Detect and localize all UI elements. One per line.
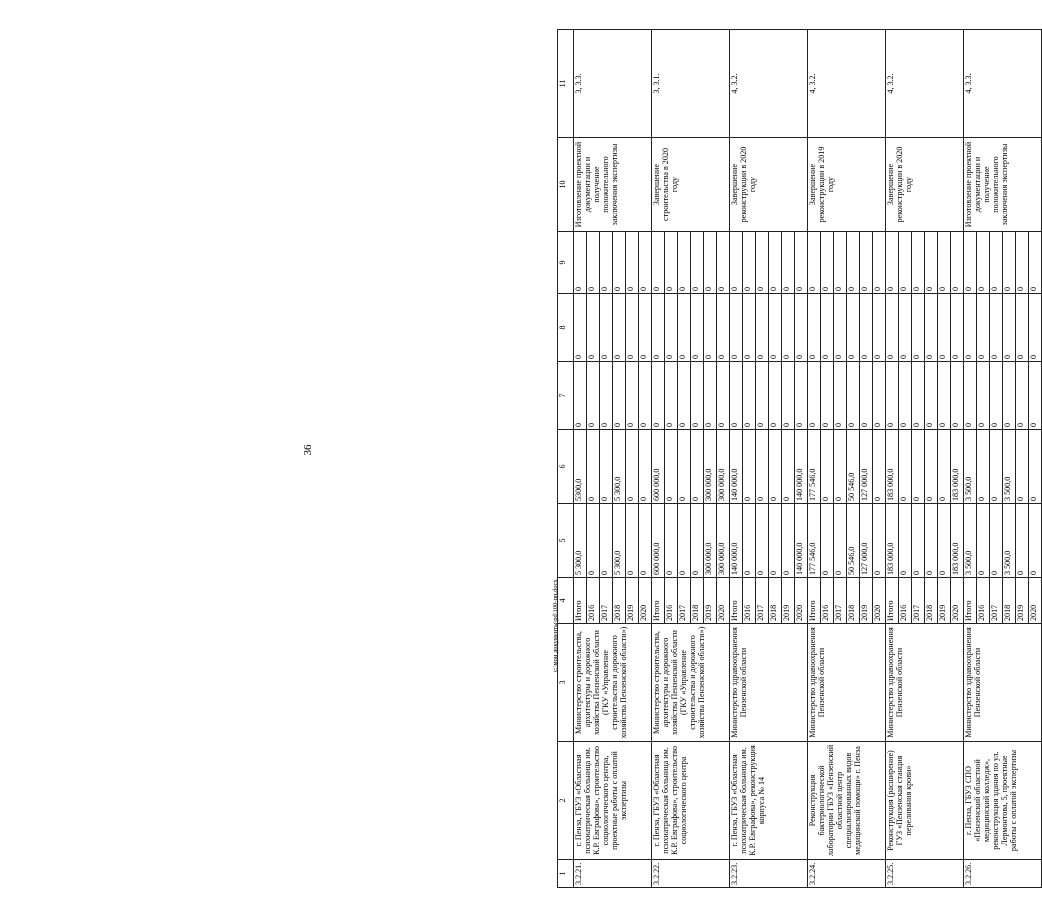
row-number-cell: 3.2.25. — [885, 860, 963, 888]
year-cell: Итого — [573, 578, 586, 624]
value-cell: 0 — [690, 504, 703, 578]
value-cell: 0 — [625, 504, 638, 578]
value-cell: 0 — [586, 232, 599, 294]
value-cell: 0 — [781, 430, 794, 504]
header-cell: 11 — [558, 30, 574, 138]
rotated-table-container — [557, 30, 1042, 888]
value-cell: 0 — [729, 294, 742, 362]
value-cell: 0 — [937, 362, 950, 430]
value-cell: 0 — [664, 294, 677, 362]
object-name-cell: г. Пенза, ГБУЗ «Областная психиатрическая больница им. К.Р. Евграфова», строительство социологического центра — [651, 742, 729, 860]
value-cell: 0 — [742, 362, 755, 430]
row-number-cell: 3.2.26. — [963, 860, 1041, 888]
value-cell: 0 — [625, 294, 638, 362]
value-cell: 0 — [859, 294, 872, 362]
table-row — [807, 30, 820, 888]
value-cell: 0 — [820, 232, 833, 294]
year-cell: 2016 — [664, 578, 677, 624]
value-cell: 0 — [989, 294, 1002, 362]
responsible-agency-cell: Министерство строительства, архитектуры и дорожного хозяйства Пензенской области (ГКУ «Управление строительства и дорожного хозяйства Пензенской области») — [651, 624, 729, 742]
responsible-agency-cell: Министерство здравоохранения Пензенской области — [885, 624, 963, 742]
value-cell: 0 — [911, 504, 924, 578]
row-number-cell: 3.2.21. — [573, 860, 651, 888]
value-cell: 0 — [677, 294, 690, 362]
value-cell: 0 — [768, 504, 781, 578]
year-cell: 2018 — [924, 578, 937, 624]
table-row — [885, 30, 898, 888]
value-cell: 0 — [1028, 232, 1041, 294]
value-cell: 0 — [963, 294, 976, 362]
value-cell: 183 000,0 — [885, 504, 898, 578]
value-cell: 0 — [742, 504, 755, 578]
value-cell: 0 — [690, 362, 703, 430]
value-cell: 0 — [768, 294, 781, 362]
value-cell: 0 — [716, 232, 729, 294]
object-name-cell: Реконструкция (расширение) ГУЗ «Пензенская станция переливания крови» — [885, 742, 963, 860]
table-row — [651, 30, 664, 888]
value-cell: 0 — [976, 504, 989, 578]
expected-result-cell: Завершение реконструкции в 2019 году — [807, 138, 885, 232]
header-cell: 3 — [558, 624, 574, 742]
value-cell: 0 — [573, 232, 586, 294]
value-cell: 0 — [794, 294, 807, 362]
indicator-code-cell: 4, 3.3. — [963, 30, 1041, 138]
value-cell: 0 — [1028, 430, 1041, 504]
value-cell: 300 000,0 — [703, 430, 716, 504]
year-cell: Итого — [807, 578, 820, 624]
value-cell: 0 — [612, 362, 625, 430]
value-cell: 0 — [833, 504, 846, 578]
value-cell: 177 546,0 — [807, 430, 820, 504]
row-number-cell: 3.2.22. — [651, 860, 729, 888]
value-cell: 0 — [872, 430, 885, 504]
expected-result-cell: Завершение реконструкции в 2020 году — [885, 138, 963, 232]
value-cell: 0 — [690, 232, 703, 294]
object-name-cell: г. Пенза, ГБУЗ «Областная психиатрическая больница им. К.Р. Евграфова», реконструкция корпуса № 14 — [729, 742, 807, 860]
indicator-code-cell: 4, 3.2. — [807, 30, 885, 138]
value-cell: 0 — [781, 362, 794, 430]
value-cell: 0 — [937, 430, 950, 504]
value-cell: 0 — [768, 362, 781, 430]
expected-result-cell: Изготовление проектной документации и получение положительного заключения экспертизы — [963, 138, 1041, 232]
value-cell: 0 — [1028, 504, 1041, 578]
value-cell: 0 — [612, 294, 625, 362]
year-cell: 2020 — [950, 578, 963, 624]
responsible-agency-cell: Министерство здравоохранения Пензенской области — [729, 624, 807, 742]
value-cell: 140 000,0 — [729, 430, 742, 504]
indicator-code-cell: 4, 3.2. — [729, 30, 807, 138]
value-cell: 0 — [1002, 294, 1015, 362]
value-cell: 140 000,0 — [729, 504, 742, 578]
value-cell: 0 — [625, 362, 638, 430]
value-cell: 5 300,0 — [612, 430, 625, 504]
header-cell: 5 — [558, 504, 574, 578]
value-cell: 5 300,0 — [612, 504, 625, 578]
value-cell: 0 — [677, 362, 690, 430]
value-cell: 0 — [755, 362, 768, 430]
value-cell: 0 — [976, 430, 989, 504]
value-cell: 0 — [742, 232, 755, 294]
value-cell: 0 — [924, 362, 937, 430]
value-cell: 0 — [950, 232, 963, 294]
year-cell: 2019 — [859, 578, 872, 624]
value-cell: 0 — [911, 294, 924, 362]
value-cell: 0 — [833, 232, 846, 294]
year-cell: 2016 — [586, 578, 599, 624]
value-cell: 0 — [872, 232, 885, 294]
header-cell: 6 — [558, 430, 574, 504]
expected-result-cell: Завершение реконструкции в 2020 году — [729, 138, 807, 232]
expected-result-cell: Изготовление проектной документации и получение положительного заключения экспертизы — [573, 138, 651, 232]
value-cell: 0 — [807, 294, 820, 362]
year-cell: 2018 — [768, 578, 781, 624]
header-cell: 4 — [558, 578, 574, 624]
value-cell: 0 — [794, 232, 807, 294]
value-cell: 0 — [755, 232, 768, 294]
value-cell: 0 — [820, 504, 833, 578]
value-cell: 300 000,0 — [716, 504, 729, 578]
value-cell: 0 — [989, 362, 1002, 430]
value-cell: 0 — [690, 294, 703, 362]
value-cell: 0 — [924, 504, 937, 578]
value-cell: 0 — [1015, 430, 1028, 504]
year-cell: 2019 — [937, 578, 950, 624]
value-cell: 0 — [703, 362, 716, 430]
page-number: 36 — [302, 444, 314, 456]
value-cell: 0 — [651, 362, 664, 430]
value-cell: 0 — [651, 232, 664, 294]
value-cell: 127 000,0 — [859, 504, 872, 578]
value-cell: 0 — [963, 232, 976, 294]
value-cell: 0 — [885, 294, 898, 362]
value-cell: 0 — [742, 294, 755, 362]
value-cell: 0 — [989, 232, 1002, 294]
value-cell: 0 — [729, 362, 742, 430]
year-cell: 2020 — [1028, 578, 1041, 624]
value-cell: 0 — [833, 294, 846, 362]
year-cell: 2020 — [638, 578, 651, 624]
value-cell: 0 — [976, 232, 989, 294]
value-cell: 0 — [742, 430, 755, 504]
value-cell: 0 — [651, 294, 664, 362]
value-cell: 0 — [573, 362, 586, 430]
value-cell: 0 — [859, 232, 872, 294]
value-cell: 0 — [625, 430, 638, 504]
value-cell: 0 — [599, 504, 612, 578]
value-cell: 5300,0 — [573, 430, 586, 504]
value-cell: 0 — [1015, 232, 1028, 294]
value-cell: 0 — [677, 232, 690, 294]
year-cell: 2018 — [690, 578, 703, 624]
value-cell: 183 000,0 — [950, 430, 963, 504]
value-cell: 0 — [703, 232, 716, 294]
value-cell: 0 — [664, 430, 677, 504]
value-cell: 0 — [781, 232, 794, 294]
value-cell: 0 — [937, 504, 950, 578]
responsible-agency-cell: Министерство строительства, архитектуры и дорожного хозяйства Пензенской области (ГКУ «Управление строительства и дорожного хозяйства Пензенской области») — [573, 624, 651, 742]
responsible-agency-cell: Министерство здравоохранения Пензенской области — [963, 624, 1041, 742]
value-cell: 0 — [573, 294, 586, 362]
value-cell: 177 546,0 — [807, 504, 820, 578]
value-cell: 0 — [794, 362, 807, 430]
value-cell: 50 546,0 — [846, 504, 859, 578]
value-cell: 0 — [885, 362, 898, 430]
value-cell: 0 — [768, 232, 781, 294]
value-cell: 0 — [755, 294, 768, 362]
value-cell: 300 000,0 — [716, 430, 729, 504]
header-cell: 8 — [558, 294, 574, 362]
value-cell: 0 — [625, 232, 638, 294]
year-cell: 2016 — [742, 578, 755, 624]
value-cell: 3 500,0 — [963, 430, 976, 504]
value-cell: 0 — [989, 430, 1002, 504]
value-cell: 0 — [872, 294, 885, 362]
year-cell: Итого — [729, 578, 742, 624]
value-cell: 0 — [612, 232, 625, 294]
year-cell: Итого — [651, 578, 664, 624]
value-cell: 0 — [976, 294, 989, 362]
value-cell: 0 — [872, 504, 885, 578]
value-cell: 127 000,0 — [859, 430, 872, 504]
value-cell: 0 — [872, 362, 885, 430]
header-cell: 2 — [558, 742, 574, 860]
value-cell: 0 — [898, 294, 911, 362]
value-cell: 5 300,0 — [573, 504, 586, 578]
value-cell: 0 — [950, 294, 963, 362]
value-cell: 0 — [898, 232, 911, 294]
value-cell: 0 — [846, 232, 859, 294]
year-cell: 2020 — [872, 578, 885, 624]
row-number-cell: 3.2.23. — [729, 860, 807, 888]
value-cell: 183 000,0 — [950, 504, 963, 578]
year-cell: 2016 — [820, 578, 833, 624]
value-cell: 0 — [703, 294, 716, 362]
value-cell: 0 — [950, 362, 963, 430]
year-cell: Итого — [963, 578, 976, 624]
year-cell: 2017 — [911, 578, 924, 624]
value-cell: 0 — [807, 362, 820, 430]
value-cell: 0 — [716, 362, 729, 430]
value-cell: 3 500,0 — [1002, 504, 1015, 578]
value-cell: 0 — [716, 294, 729, 362]
value-cell: 0 — [885, 232, 898, 294]
value-cell: 0 — [1028, 294, 1041, 362]
year-cell: 2017 — [599, 578, 612, 624]
year-cell: 2016 — [898, 578, 911, 624]
value-cell: 0 — [638, 504, 651, 578]
value-cell: 140 000,0 — [794, 430, 807, 504]
value-cell: 0 — [846, 362, 859, 430]
year-cell: 2019 — [625, 578, 638, 624]
year-cell: 2017 — [755, 578, 768, 624]
value-cell: 0 — [976, 362, 989, 430]
value-cell: 0 — [1028, 362, 1041, 430]
value-cell: 0 — [768, 430, 781, 504]
value-cell: 140 000,0 — [794, 504, 807, 578]
indicator-code-cell: 3, 3.1. — [651, 30, 729, 138]
table-row — [573, 30, 586, 888]
value-cell: 0 — [638, 430, 651, 504]
value-cell: 300 000,0 — [703, 504, 716, 578]
value-cell: 0 — [599, 362, 612, 430]
object-name-cell: г. Пенза, ГБУЗ «Областная психиатрическая больница им. К.Р. Евграфова», строительство социологического центра, проектные работы с оплатой экспертизы — [573, 742, 651, 860]
value-cell: 0 — [820, 362, 833, 430]
responsible-agency-cell: Министерство здравоохранения Пензенской области — [807, 624, 885, 742]
value-cell: 0 — [599, 232, 612, 294]
value-cell: 0 — [729, 232, 742, 294]
value-cell: 0 — [911, 362, 924, 430]
value-cell: 0 — [781, 294, 794, 362]
table-row — [963, 30, 976, 888]
value-cell: 0 — [664, 232, 677, 294]
value-cell: 0 — [924, 430, 937, 504]
value-cell: 0 — [638, 294, 651, 362]
value-cell: 0 — [1015, 294, 1028, 362]
year-cell: 2017 — [989, 578, 1002, 624]
value-cell: 0 — [586, 294, 599, 362]
value-cell: 0 — [924, 232, 937, 294]
header-row — [558, 30, 574, 888]
value-cell: 0 — [755, 504, 768, 578]
value-cell: 0 — [911, 430, 924, 504]
row-number-cell: 3.2.24. — [807, 860, 885, 888]
value-cell: 0 — [586, 504, 599, 578]
value-cell: 0 — [859, 362, 872, 430]
object-name-cell: Реконструкция бактериологической лаборатории ГБУЗ «Пензенский областной центр специализированных видов медицинской помощи» г. Пенза — [807, 742, 885, 860]
value-cell: 0 — [989, 504, 1002, 578]
year-cell: 2019 — [703, 578, 716, 624]
program-activities-table — [557, 29, 1042, 888]
value-cell: 0 — [898, 504, 911, 578]
value-cell: 183 000,0 — [885, 430, 898, 504]
value-cell: 0 — [898, 362, 911, 430]
value-cell: 0 — [677, 504, 690, 578]
value-cell: 0 — [820, 430, 833, 504]
value-cell: 0 — [898, 430, 911, 504]
value-cell: 0 — [690, 430, 703, 504]
value-cell: 0 — [638, 362, 651, 430]
value-cell: 0 — [1002, 362, 1015, 430]
year-cell: 2018 — [612, 578, 625, 624]
value-cell: 0 — [924, 294, 937, 362]
year-cell: 2019 — [1015, 578, 1028, 624]
header-cell: 9 — [558, 232, 574, 294]
value-cell: 0 — [586, 362, 599, 430]
value-cell: 0 — [937, 294, 950, 362]
value-cell: 0 — [664, 504, 677, 578]
indicator-code-cell: 4, 3.2. — [885, 30, 963, 138]
value-cell: 600 000,0 — [651, 504, 664, 578]
year-cell: 2020 — [716, 578, 729, 624]
value-cell: 0 — [599, 294, 612, 362]
object-name-cell: г. Пенза, ГБУЗ СПО «Пензенский областной медицинский колледж», реконструкция здания по ул. Лермонтова, 5, проектные работы с оплатой экспертизы — [963, 742, 1041, 860]
year-cell: 2020 — [794, 578, 807, 624]
value-cell: 0 — [807, 232, 820, 294]
year-cell: 2018 — [846, 578, 859, 624]
value-cell: 0 — [833, 430, 846, 504]
table-row — [729, 30, 742, 888]
value-cell: 600 000,0 — [651, 430, 664, 504]
value-cell: 50 546,0 — [846, 430, 859, 504]
header-cell: 1 — [558, 860, 574, 888]
value-cell: 0 — [833, 362, 846, 430]
value-cell: 0 — [820, 294, 833, 362]
value-cell: 3 500,0 — [963, 504, 976, 578]
year-cell: 2018 — [1002, 578, 1015, 624]
value-cell: 3 500,0 — [1002, 430, 1015, 504]
year-cell: 2017 — [833, 578, 846, 624]
document-footer-path: c:\мои документы\pd\100-пп.docx — [552, 579, 559, 672]
header-cell: 10 — [558, 138, 574, 232]
value-cell: 0 — [1015, 504, 1028, 578]
value-cell: 0 — [586, 430, 599, 504]
value-cell: 0 — [846, 294, 859, 362]
value-cell: 0 — [664, 362, 677, 430]
value-cell: 0 — [677, 430, 690, 504]
value-cell: 0 — [963, 362, 976, 430]
value-cell: 0 — [781, 504, 794, 578]
value-cell: 0 — [755, 430, 768, 504]
value-cell: 0 — [1002, 232, 1015, 294]
value-cell: 0 — [937, 232, 950, 294]
value-cell: 0 — [638, 232, 651, 294]
year-cell: 2016 — [976, 578, 989, 624]
year-cell: 2017 — [677, 578, 690, 624]
indicator-code-cell: 3, 3.3. — [573, 30, 651, 138]
year-cell: Итого — [885, 578, 898, 624]
value-cell: 0 — [911, 232, 924, 294]
expected-result-cell: Завершение строительства в 2020 году — [651, 138, 729, 232]
value-cell: 0 — [1015, 362, 1028, 430]
header-cell: 7 — [558, 362, 574, 430]
value-cell: 0 — [599, 430, 612, 504]
year-cell: 2019 — [781, 578, 794, 624]
